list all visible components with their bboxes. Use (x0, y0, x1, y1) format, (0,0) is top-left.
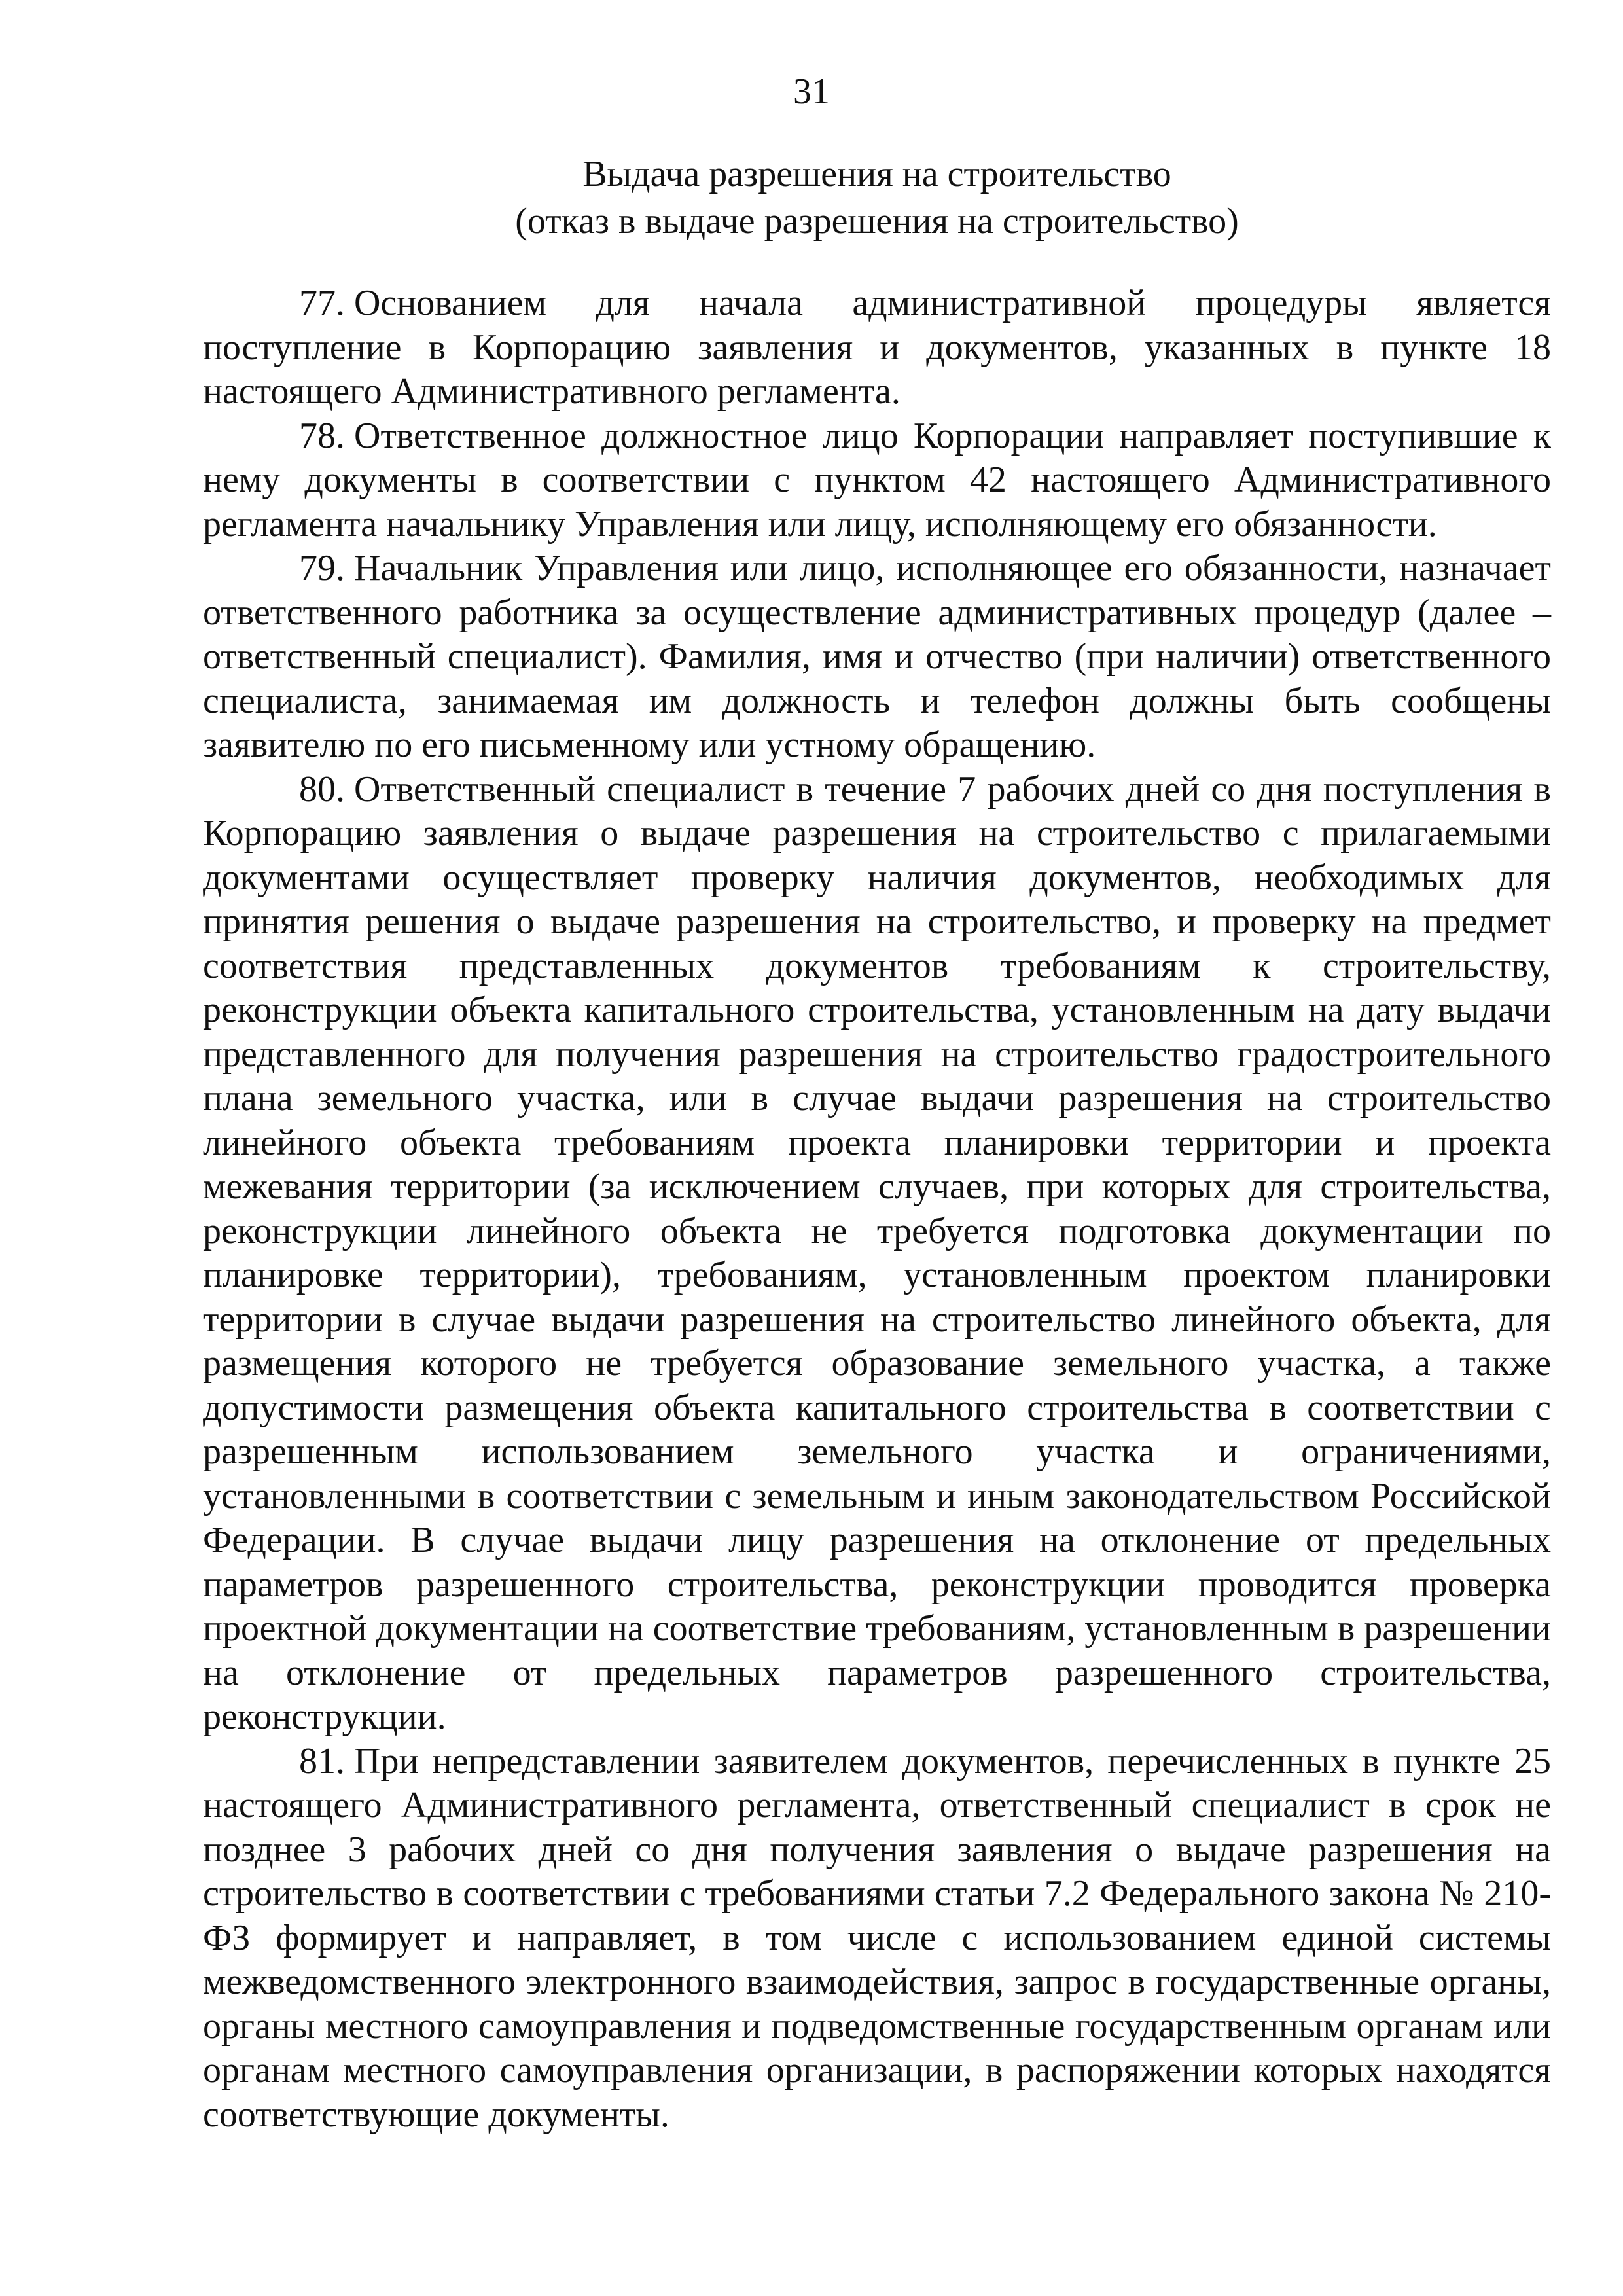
page-number: 31 (793, 71, 830, 112)
paragraph-text: При непредставлении заявителем документов, перечисленных в пункте 25 настоящего Административного регламента, ответственный специалист в срок не позднее 3 рабочих дней со дня получения заявления о выдаче разрешения на строительство в соответствии с требованиями статьи 7.2 Федерального закона № 210-ФЗ формирует и направляет, в том числе с использованием единой системы межведомственного электронного взаимодействия, запрос в государственные органы, органы местного самоуправления и подведомственные государственным органам или органам местного самоуправления организации, в распоряжении которых находятся соответствующие документы. (203, 1740, 1551, 2135)
heading-line-2: (отказ в выдаче разрешения на строительство) (515, 201, 1239, 242)
section-heading (203, 151, 1551, 245)
paragraph-number: 78. (299, 415, 345, 456)
document-body (203, 281, 1551, 2137)
paragraph-text: Ответственный специалист в течение 7 рабочих дней со дня поступления в Корпорацию заявления о выдаче разрешения на строительство с прилагаемыми документами осуществляет проверку наличия документов, необходимых для принятия решения о выдаче разрешения на строительство, и проверку на предмет соответствия представленных документов требованиям к строительству, реконструкции объекта капитального строительства, установленным на дату выдачи представленного для получения разрешения на строительство градостроительного плана земельного участка, или в случае выдачи разрешения на строительство линейного объекта требованиям проекта планировки территории и проекта межевания территории (за исключением случаев, при которых для строительства, реконструкции линейного объекта не требуется подготовка документации по планировке территории), требованиям, установленным проектом планировки территории в случае выдачи разрешения на строительство линейного объекта, для размещения которого не требуется образование земельного участка, а также допустимости размещения объекта капитального строительства в соответствии с разрешенным использованием земельного участка и ограничениями, установленными в соответствии с земельным и иным законодательством Российской Федерации. В случае выдачи лицу разрешения на отклонение от предельных параметров разрешенного строительства, реконструкции проводится проверка проектной документации на соответствие требованиям, установленным в разрешении на отклонение от предельных параметров разрешенного строительства, реконструкции. (203, 768, 1551, 1737)
paragraph-number: 77. (299, 283, 345, 323)
paragraph-number: 81. (299, 1740, 345, 1782)
heading-line-1: Выдача разрешения на строительство (582, 154, 1171, 194)
paragraph-number: 80. (299, 768, 345, 810)
paragraph-78 (203, 414, 1551, 547)
paragraph-80 (203, 768, 1551, 1740)
paragraph-text: Начальник Управления или лицо, исполняющее его обязанности, назначает ответственного работника за осуществление административных процедур (далее – ответственный специалист). Фамилия, имя и отчество (при наличии) ответственного специалиста, занимаемая им должность и телефон должны быть сообщены заявителю по его письменному или устному обращению. (203, 548, 1551, 765)
paragraph-text: Основанием для начала административной процедуры является поступление в Корпорацию заявления и документов, указанных в пункте 18 настоящего Административного регламента. (203, 283, 1551, 412)
paragraph-text: Ответственное должностное лицо Корпорации направляет поступившие к нему документы в соответствии с пунктом 42 настоящего Административного регламента начальнику Управления или лицу, исполняющему его обязанности. (203, 415, 1551, 545)
paragraph-79 (203, 547, 1551, 768)
paragraph-77 (203, 281, 1551, 414)
paragraph-81 (203, 1740, 1551, 2138)
paragraph-number: 79. (299, 548, 345, 588)
